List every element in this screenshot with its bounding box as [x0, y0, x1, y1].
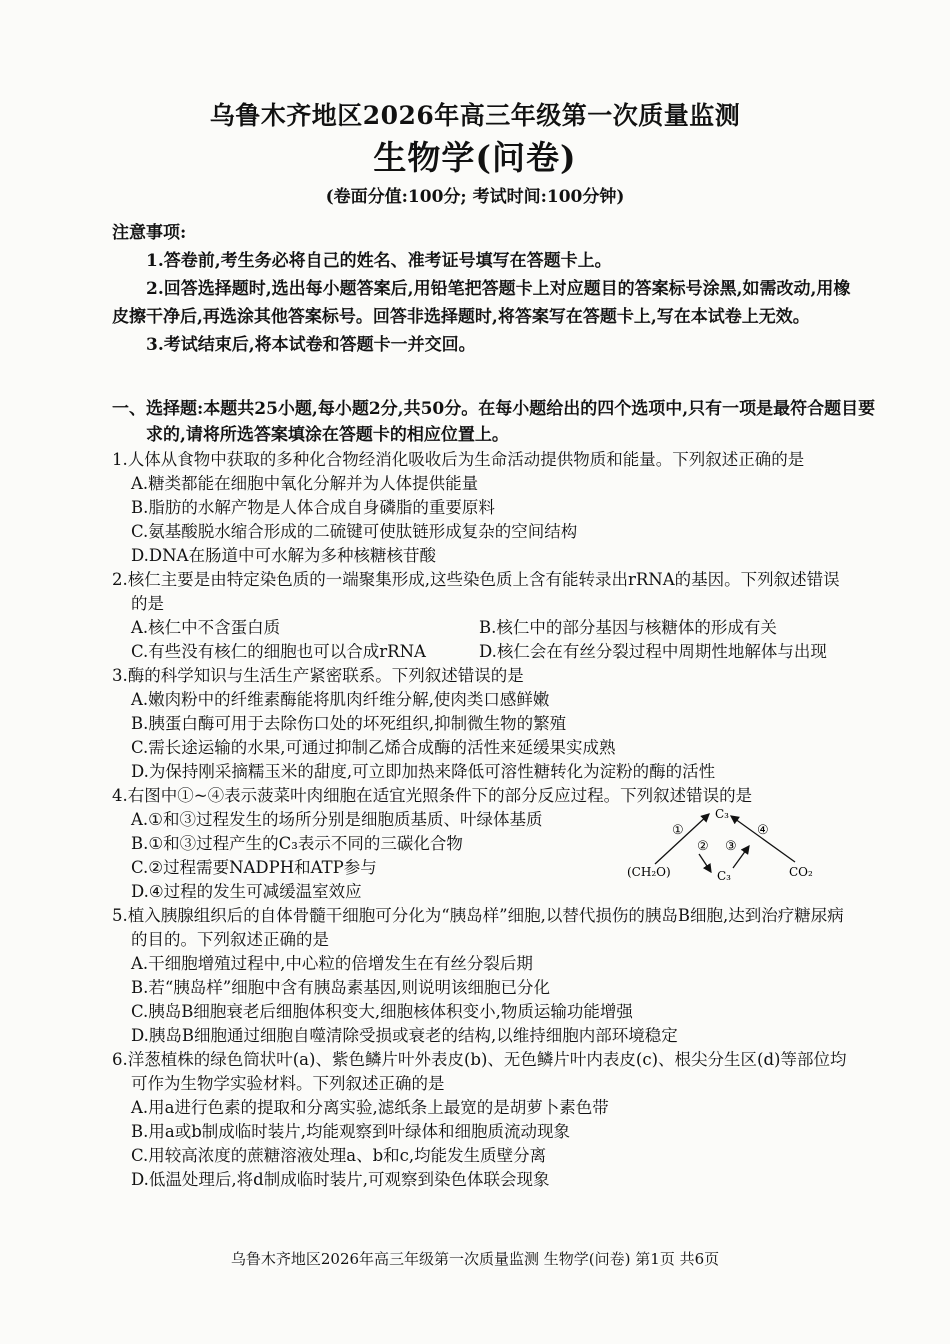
option-a: A.嫩肉粉中的纤维素酶能将肌肉纤维分解,使肉类口感鲜嫩	[131, 690, 550, 709]
option-d: D.核仁会在有丝分裂过程中周期性地解体与出现	[479, 642, 827, 661]
question-stem: 1.人体从食物中获取的多种化合物经消化吸收后为生命活动提供物质和能量。下列叙述正确的是	[112, 450, 805, 469]
diagram-step-3: ③	[725, 839, 737, 854]
option-c: C.氨基酸脱水缩合形成的二硫键可使肽链形成复杂的空间结构	[131, 522, 578, 541]
option-a: A.核仁中不含蛋白质	[131, 618, 281, 637]
page-footer: 乌鲁木齐地区2026年高三年级第一次质量监测 生物学(问卷) 第1页 共6页	[230, 1250, 720, 1268]
question-stem: 6.洋葱植株的绿色筒状叶(a)、紫色鳞片叶外表皮(b)、无色鳞片叶内表皮(c)、根尖分生区(d)等部位均可作为生物学实验材料。下列叙述正确的是	[112, 1050, 847, 1093]
notice-section	[112, 218, 852, 359]
option-d: D.低温处理后,将d制成临时装片,可观察到染色体联会现象	[131, 1170, 550, 1189]
option-c: C.有些没有核仁的细胞也可以合成rRNA	[131, 642, 426, 661]
option-row	[112, 616, 852, 640]
diagram-step-1: ①	[672, 823, 684, 838]
option-b: B.核仁中的部分基因与核糖体的形成有关	[479, 618, 777, 637]
option-b: B.若“胰岛样”细胞中含有胰岛素基因,则说明该细胞已分化	[131, 978, 550, 997]
question-5	[112, 904, 852, 1048]
option-row	[112, 640, 852, 664]
notice-heading: 注意事项:	[112, 223, 187, 243]
exam-title: 乌鲁木齐地区2026年高三年级第一次质量监测	[209, 101, 741, 130]
option-d: D.胰岛B细胞通过细胞自噬清除受损或衰老的结构,以维持细胞内部环境稳定	[131, 1026, 678, 1045]
option-a: A.干细胞增殖过程中,中心粒的倍增发生在有丝分裂后期	[131, 954, 533, 973]
option-c: C.用较高浓度的蔗糖溶液处理a、b和c,均能发生质壁分离	[131, 1146, 547, 1165]
option-a: A.用a进行色素的提取和分离实验,滤纸条上最宽的是胡萝卜素色带	[131, 1098, 609, 1117]
option-c: C.胰岛B细胞衰老后细胞体积变大,细胞核体积变小,物质运输功能增强	[131, 1002, 633, 1021]
reaction-diagram	[627, 806, 817, 884]
option-b: B.胰蛋白酶可用于去除伤口处的坏死组织,抑制微生物的繁殖	[131, 714, 567, 733]
exam-meta: (卷面分值:100分; 考试时间:100分钟)	[325, 187, 625, 207]
option-b: B.①和③过程产生的C₃表示不同的三碳化合物	[131, 834, 463, 853]
diagram-label-ch2o: (CH₂O)	[627, 865, 671, 879]
diagram-label-top-c3: C₃	[715, 807, 729, 821]
exam-subtitle: 生物学(问卷)	[373, 138, 577, 177]
section-heading: 一、选择题:本题共25小题,每小题2分,共50分。在每小题给出的四个选项中,只有一项是最符合题目要求的,请将所选答案填涂在答题卡的相应位置上。	[112, 399, 876, 445]
diagram-label-bottom-c3: C₃	[717, 869, 731, 883]
question-6	[112, 1048, 852, 1192]
questions-list	[112, 448, 852, 1192]
question-stem: 5.植入胰腺组织后的自体骨髓干细胞可分化为“胰岛样”细胞,以替代损伤的胰岛B细胞,达到治疗糖尿病的目的。下列叙述正确的是	[112, 906, 844, 949]
notice-item: 2.回答选择题时,选出每小题答案后,用铅笔把答题卡上对应题目的答案标号涂黑,如需改动,用橡皮擦干净后,再选涂其他答案标号。回答非选择题时,将答案写在答题卡上,写在本试卷上无效。	[112, 279, 851, 327]
option-d: D.为保持刚采摘糯玉米的甜度,可立即加热来降低可溶性糖转化为淀粉的酶的活性	[131, 762, 716, 781]
option-d: D.DNA在肠道中可水解为多种核糖核苷酸	[131, 546, 436, 565]
diagram-step-4: ④	[757, 823, 769, 838]
notice-item: 1.答卷前,考生务必将自己的姓名、准考证号填写在答题卡上。	[146, 251, 612, 271]
option-a: A.糖类都能在细胞中氧化分解并为人体提供能量	[131, 474, 479, 493]
option-d: D.④过程的发生可减缓温室效应	[131, 882, 362, 901]
question-stem: 3.酶的科学知识与生活生产紧密联系。下列叙述错误的是	[112, 666, 524, 685]
question-4	[112, 784, 852, 904]
option-a: A.①和③过程发生的场所分别是细胞质基质、叶绿体基质	[131, 810, 543, 829]
option-b: B.脂肪的水解产物是人体合成自身磷脂的重要原料	[131, 498, 495, 517]
question-1	[112, 448, 852, 568]
option-c: C.需长途运输的水果,可通过抑制乙烯合成酶的活性来延缓果实成熟	[131, 738, 616, 757]
question-3	[112, 664, 852, 784]
option-c: C.②过程需要NADPH和ATP参与	[131, 858, 377, 877]
diagram-step-2: ②	[697, 839, 709, 854]
option-b: B.用a或b制成临时装片,均能观察到叶绿体和细胞质流动现象	[131, 1122, 571, 1141]
question-stem: 4.右图中①~④表示菠菜叶肉细胞在适宜光照条件下的部分反应过程。下列叙述错误的是	[112, 786, 753, 805]
question-2	[112, 568, 852, 664]
diagram-label-co2: CO₂	[789, 865, 813, 879]
notice-item: 3.考试结束后,将本试卷和答题卡一并交回。	[146, 335, 476, 355]
question-stem: 2.核仁主要是由特定染色质的一端聚集形成,这些染色质上含有能转录出rRNA的基因。下列叙述错误的是	[112, 570, 840, 613]
arrow-2b	[699, 854, 711, 872]
